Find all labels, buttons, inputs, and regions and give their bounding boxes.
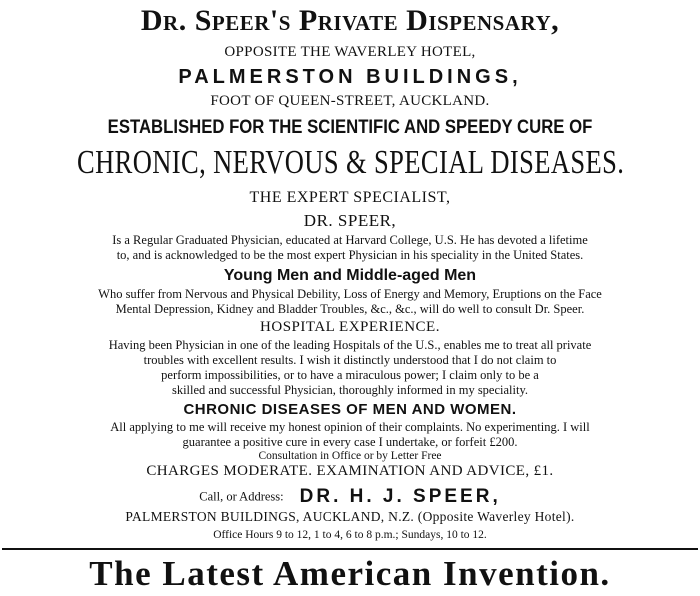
young-men-heading: Young Men and Middle-aged Men <box>223 267 477 284</box>
consultation-line: Consultation in Office or by Letter Free <box>258 450 442 462</box>
diseases-heading: CHRONIC, NERVOUS & SPECIAL DISEASES. <box>77 144 625 181</box>
office-hours-line: Office Hours 9 to 12, 1 to 4, 6 to 8 p.m.; Sundays, 10 to 12. <box>213 529 487 541</box>
charges-line: CHARGES MODERATE. EXAMINATION AND ADVICE, £1. <box>146 463 554 479</box>
paragraph-3-line-3: perform impossibilities, or to have a miraculous power; I claim only to be a <box>161 368 539 382</box>
expert-line: THE EXPERT SPECIALIST, <box>249 189 451 206</box>
location-line: FOOT OF QUEEN-STREET, AUCKLAND. <box>210 93 490 109</box>
divider-rule <box>2 548 698 550</box>
doctor-name: DR. SPEER, <box>303 211 397 230</box>
buildings-heading: PALMERSTON BUILDINGS, <box>178 66 522 88</box>
call-address-row <box>0 487 700 506</box>
paragraph-4-line-1: All applying to me will receive my honest opinion of their complaints. No experimenting. I will <box>110 420 590 434</box>
opposite-line: OPPOSITE THE WAVERLEY HOTEL, <box>224 44 476 60</box>
hospital-heading: HOSPITAL EXPERIENCE. <box>260 319 440 335</box>
paragraph-2-line-2: Mental Depression, Kidney and Bladder Troubles, &c., &c., will do well to consult Dr. Speer. <box>115 302 585 316</box>
footer-headline: The Latest American Invention. <box>89 554 611 593</box>
paragraph-2-line-1: Who suffer from Nervous and Physical Debility, Loss of Energy and Memory, Eruptions on the Face <box>98 287 602 301</box>
ad-title: Dr. Speer's Private Dispensary, <box>140 4 560 37</box>
call-label: Call, or Address: <box>199 489 284 504</box>
chronic-heading: CHRONIC DISEASES OF MEN AND WOMEN. <box>183 401 517 418</box>
paragraph-3-line-4: skilled and successful Physician, thoroughly informed in my speciality. <box>171 383 529 397</box>
paragraph-3-line-1: Having been Physician in one of the leading Hospitals of the U.S., enables me to treat all private <box>108 338 592 352</box>
paragraph-1-line-1: Is a Regular Graduated Physician, educated at Harvard College, U.S. He has devoted a lifetime <box>112 233 588 247</box>
paragraph-4-line-2: guarantee a positive cure in every case I undertake, or forfeit £200. <box>182 435 518 449</box>
paragraph-3-line-2: troubles with excellent results. I wish it distinctly understood that I do not claim to <box>143 353 557 367</box>
address-line: PALMERSTON BUILDINGS, AUCKLAND, N.Z. (Opposite Waverley Hotel). <box>125 509 575 524</box>
paragraph-1-line-2: to, and is acknowledged to be the most expert Physician in his speciality in the United States. <box>116 248 584 262</box>
established-heading: ESTABLISHED FOR THE SCIENTIFIC AND SPEEDY CURE OF <box>107 117 593 138</box>
address-name: DR. H. J. SPEER, <box>299 486 501 507</box>
